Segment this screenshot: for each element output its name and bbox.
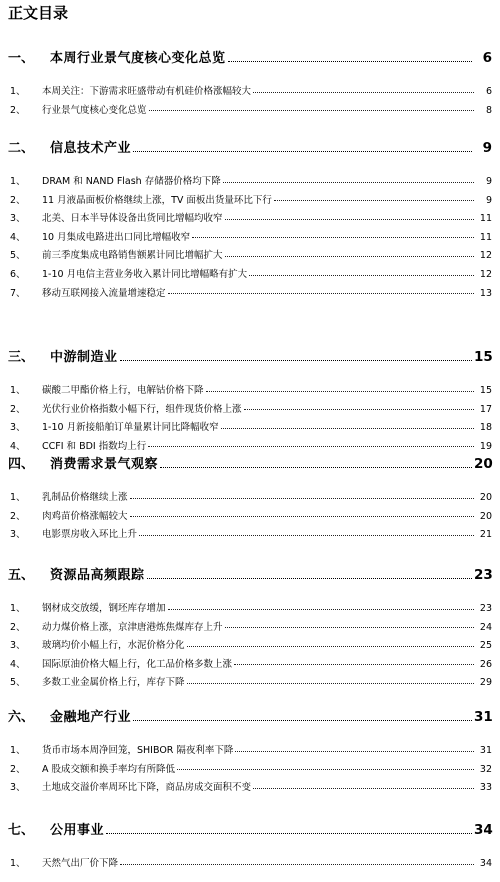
dot-leader	[168, 293, 474, 294]
item-number: 3、	[10, 529, 26, 541]
dot-leader	[225, 627, 474, 628]
item-number: 1、	[10, 603, 26, 614]
section-number: 二、	[8, 141, 35, 156]
item-number: 2、	[10, 194, 26, 206]
section-number: 六、	[8, 710, 35, 725]
toc-item[interactable]	[0, 103, 500, 119]
section-title: 金融地产行业	[50, 710, 132, 725]
item-page-number: 13	[479, 287, 492, 299]
dot-leader	[234, 664, 474, 665]
section-page-number: 20	[474, 456, 493, 472]
toc-section-1[interactable]	[0, 48, 500, 68]
dot-leader	[223, 182, 474, 183]
item-page-number: 23	[479, 603, 492, 614]
toc-section-5[interactable]	[0, 565, 500, 585]
dot-leader	[160, 467, 472, 468]
item-page-number: 31	[479, 745, 492, 756]
section-number: 一、	[8, 51, 35, 66]
toc-item[interactable]	[0, 675, 500, 691]
item-title: A 股成交额和换手率均有所降低	[42, 763, 176, 775]
item-title: 天然气出厂价下降	[42, 858, 119, 869]
dot-leader	[148, 446, 474, 447]
section-title: 资源品高频跟踪	[50, 568, 145, 583]
item-number: 2、	[10, 621, 26, 633]
item-number: 6、	[10, 269, 26, 280]
item-title: 碳酸二甲酯价格上行，电解钴价格下降	[42, 385, 204, 396]
toc-section-3[interactable]	[0, 347, 500, 367]
section-title: 消费需求景气观察	[50, 457, 159, 472]
item-page-number: 9	[485, 176, 492, 187]
toc-item[interactable]	[0, 856, 500, 872]
dot-leader	[235, 751, 474, 752]
toc-item[interactable]	[0, 84, 500, 100]
item-page-number: 19	[479, 440, 492, 452]
item-page-number: 20	[479, 492, 492, 503]
item-page-number: 24	[479, 621, 492, 633]
toc-item[interactable]	[0, 509, 500, 525]
toc-item[interactable]	[0, 193, 500, 209]
toc-item[interactable]	[0, 248, 500, 264]
toc-item[interactable]	[0, 601, 500, 617]
item-title: CCFI 和 BDI 指数均上行	[42, 440, 147, 452]
dot-leader	[192, 237, 474, 238]
item-title: 多数工业金属价格上行，库存下降	[42, 677, 185, 689]
toc-item[interactable]	[0, 211, 500, 227]
item-number: 1、	[10, 858, 26, 869]
item-page-number: 12	[479, 269, 492, 280]
toc-section-6[interactable]	[0, 707, 500, 727]
section-number: 七、	[8, 823, 35, 838]
item-page-number: 6	[485, 86, 492, 97]
item-page-number: 11	[479, 213, 492, 225]
toc-item[interactable]	[0, 638, 500, 654]
item-title: DRAM 和 NAND Flash 存储器价格均下降	[42, 176, 221, 187]
item-title: 乳制品价格继续上涨	[42, 492, 128, 503]
toc-item[interactable]	[0, 439, 500, 455]
toc-item[interactable]	[0, 420, 500, 436]
section-title: 本周行业景气度核心变化总览	[50, 51, 226, 66]
item-number: 1、	[10, 86, 26, 97]
toc-item[interactable]	[0, 780, 500, 796]
dot-leader	[225, 256, 474, 257]
dot-leader	[253, 92, 474, 93]
toc-section-4[interactable]	[0, 454, 500, 474]
dot-leader	[206, 391, 474, 392]
item-number: 5、	[10, 677, 26, 689]
item-page-number: 18	[479, 422, 492, 434]
toc-item[interactable]	[0, 620, 500, 636]
item-title: 钢材成交放缓，钢坯库存增加	[42, 603, 166, 614]
section-page-number: 31	[474, 709, 493, 725]
dot-leader	[133, 151, 472, 152]
item-title: 玻璃均价小幅上行，水泥价格分化	[42, 640, 185, 652]
toc-item[interactable]	[0, 402, 500, 418]
section-number: 五、	[8, 568, 35, 583]
item-number: 5、	[10, 250, 26, 262]
item-number: 1、	[10, 492, 26, 503]
item-number: 3、	[10, 782, 26, 794]
toc-heading: 正文目录	[8, 4, 69, 22]
item-number: 2、	[10, 763, 26, 775]
section-title: 中游制造业	[50, 350, 118, 365]
item-title: 光伏行业价格指数小幅下行，组件现货价格上涨	[42, 403, 242, 415]
item-number: 2、	[10, 403, 26, 415]
dot-leader	[147, 578, 472, 579]
toc-item[interactable]	[0, 174, 500, 190]
section-page-number: 6	[482, 50, 492, 66]
toc-item[interactable]	[0, 762, 500, 778]
item-number: 4、	[10, 658, 26, 670]
dot-leader	[130, 498, 474, 499]
dot-leader	[106, 833, 472, 834]
item-number: 1、	[10, 176, 26, 187]
item-title: 前三季度集成电路销售额累计同比增幅扩大	[42, 250, 223, 262]
dot-leader	[120, 360, 472, 361]
item-number: 4、	[10, 231, 26, 243]
item-number: 3、	[10, 640, 26, 652]
dot-leader	[274, 200, 474, 201]
item-title: 肉鸡苗价格涨幅较大	[42, 510, 128, 522]
dot-leader	[228, 61, 472, 62]
item-title: 动力煤价格上涨，京津唐港炼焦煤库存上升	[42, 621, 223, 633]
toc-section-7[interactable]	[0, 820, 500, 840]
item-title: 1-10 月电信主营业务收入累计同比增幅略有扩大	[42, 269, 248, 280]
item-page-number: 21	[479, 529, 492, 541]
item-title: 行业景气度核心变化总览	[42, 104, 147, 116]
section-page-number: 23	[474, 567, 493, 583]
item-number: 4、	[10, 440, 26, 452]
dot-leader	[187, 683, 474, 684]
dot-leader	[225, 219, 474, 220]
item-title: 11 月液晶面板价格继续上涨，TV 面板出货量环比下行	[42, 194, 272, 206]
item-page-number: 25	[479, 640, 492, 652]
item-number: 1、	[10, 385, 26, 396]
toc-section-2[interactable]	[0, 138, 500, 158]
dot-leader	[139, 535, 474, 536]
toc-item[interactable]	[0, 286, 500, 302]
item-page-number: 26	[479, 658, 492, 670]
toc-item[interactable]	[0, 743, 500, 759]
item-page-number: 12	[479, 250, 492, 262]
dot-leader	[130, 516, 474, 517]
section-number: 四、	[8, 457, 35, 472]
item-title: 货币市场本周净回笼，SHIBOR 隔夜利率下降	[42, 745, 234, 756]
dot-leader	[133, 720, 472, 721]
item-number: 2、	[10, 104, 26, 116]
item-title: 1-10 月新接船舶订单量累计同比降幅收窄	[42, 422, 219, 434]
item-title: 国际原油价格大幅上行，化工品价格多数上涨	[42, 658, 233, 670]
item-title: 10 月集成电路进出口同比增幅收窄	[42, 231, 191, 243]
item-page-number: 11	[479, 231, 492, 243]
section-title: 公用事业	[50, 823, 105, 838]
item-page-number: 8	[485, 104, 492, 116]
item-page-number: 20	[479, 510, 492, 522]
dot-leader	[168, 609, 474, 610]
item-number: 3、	[10, 422, 26, 434]
dot-leader	[249, 275, 474, 276]
toc-item[interactable]	[0, 230, 500, 246]
toc-item[interactable]	[0, 383, 500, 399]
item-title: 电影票房收入环比上升	[42, 529, 138, 541]
dot-leader	[221, 428, 474, 429]
section-page-number: 15	[474, 349, 493, 365]
item-page-number: 9	[485, 194, 492, 206]
dot-leader	[177, 769, 474, 770]
dot-leader	[244, 409, 474, 410]
item-title: 本周关注：下游需求旺盛带动有机硅价格涨幅较大	[42, 86, 252, 97]
item-page-number: 29	[479, 677, 492, 689]
item-number: 2、	[10, 510, 26, 522]
item-page-number: 15	[479, 385, 492, 396]
toc-item[interactable]	[0, 490, 500, 506]
dot-leader	[120, 864, 474, 865]
dot-leader	[187, 646, 474, 647]
dot-leader	[253, 788, 474, 789]
item-page-number: 32	[479, 763, 492, 775]
item-title: 北美、日本半导体设备出货同比增幅均收窄	[42, 213, 223, 225]
item-title: 土地成交溢价率周环比下降，商品房成交面积不变	[42, 782, 252, 794]
toc-item[interactable]	[0, 657, 500, 673]
section-title: 信息技术产业	[50, 141, 132, 156]
toc-item[interactable]	[0, 267, 500, 283]
item-number: 3、	[10, 213, 26, 225]
item-title: 移动互联网接入流量增速稳定	[42, 287, 166, 299]
item-page-number: 33	[479, 782, 492, 794]
dot-leader	[149, 110, 474, 111]
section-page-number: 9	[482, 140, 492, 156]
item-number: 7、	[10, 287, 26, 299]
section-page-number: 34	[474, 822, 493, 838]
item-page-number: 34	[479, 858, 492, 869]
section-number: 三、	[8, 350, 35, 365]
toc-item[interactable]	[0, 527, 500, 543]
item-page-number: 17	[479, 403, 492, 415]
item-number: 1、	[10, 745, 26, 756]
